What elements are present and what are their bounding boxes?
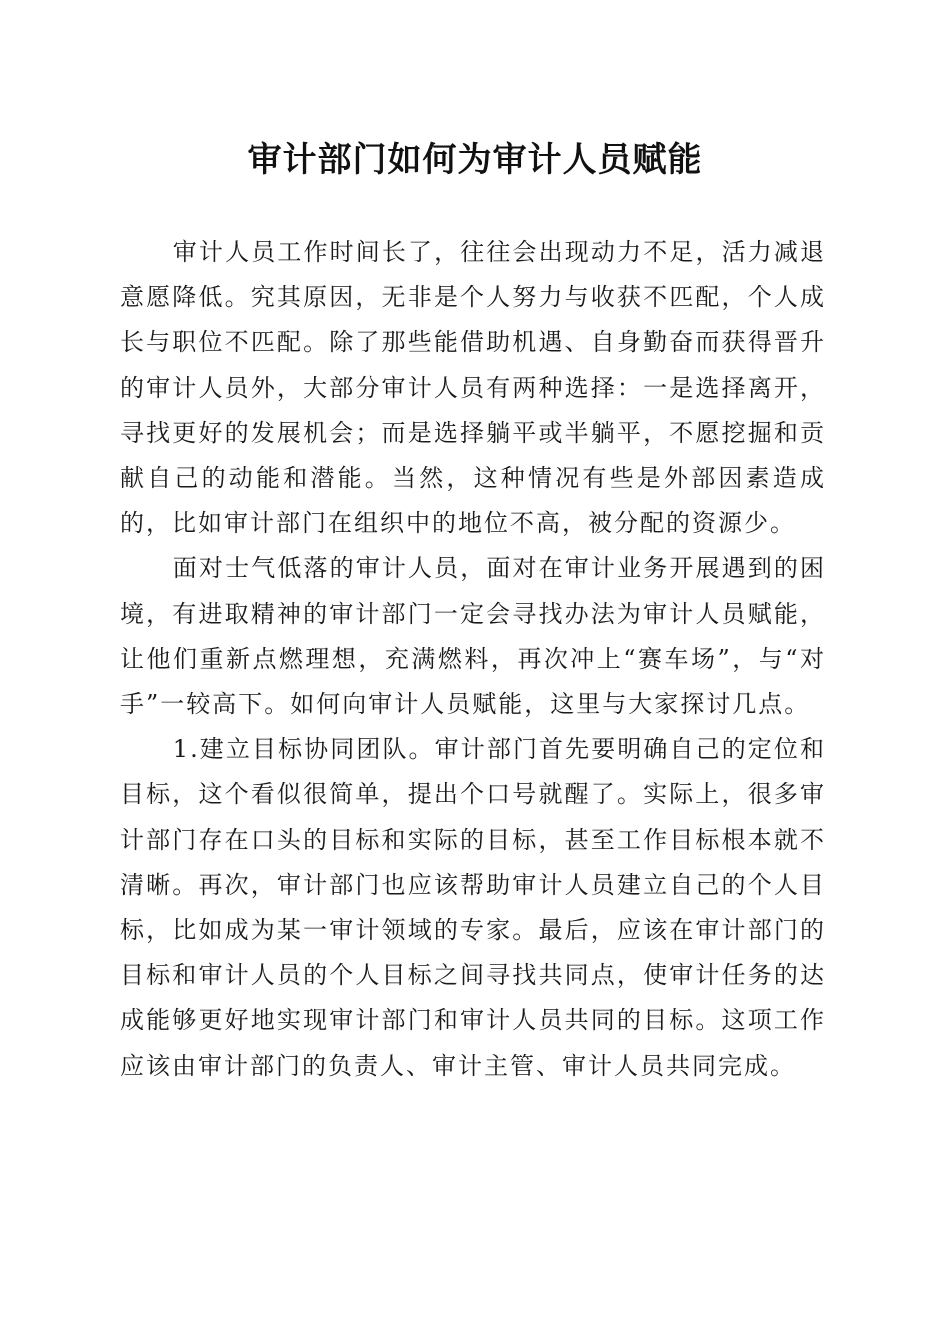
document-title: 审计部门如何为审计人员赋能 (247, 140, 703, 180)
paragraph-point-1: 1.建立目标协同团队。审计部门首先要明确自己的定位和目标，这个看似很简单，提出个口号就醒了。实际上，很多审计部门存在口头的目标和实际的目标，甚至工作目标根本就不清晰。再次，审计部门也应该帮助审计人员建立自己的个人目标，比如成为某一审计领域的专家。最后，应该在审计部门的目标和审计人员的个人目标之间寻找共同点，使审计任务的达成能够更好地实现审计部门和审计人员共同的目标。这项工作应该由审计部门的负责人、审计主管、审计人员共同完成。 (120, 735, 826, 1080)
paragraph-intro: 审计人员工作时间长了，往往会出现动力不足，活力减退意愿降低。究其原因，无非是个人努力与收获不匹配，个人成长与职位不匹配。除了那些能借助机遇、自身勤奋而获得晋升的审计人员外，大部分审计人员有两种选择：一是选择离开，寻找更好的发展机会；而是选择躺平或半躺平，不愿挖掘和贡献自己的动能和潜能。当然，这种情况有些是外部因素造成的，比如审计部门在组织中的地位不高，被分配的资源少。 (120, 238, 826, 538)
paragraph-context: 面对士气低落的审计人员，面对在审计业务开展遇到的困境，有进取精神的审计部门一定会寻找办法为审计人员赋能，让他们重新点燃理想，充满燃料，再次冲上“赛车场”，与“对手”一较高下。如何向审计人员赋能，这里与大家探讨几点。 (120, 554, 826, 719)
document-body (120, 230, 826, 1089)
